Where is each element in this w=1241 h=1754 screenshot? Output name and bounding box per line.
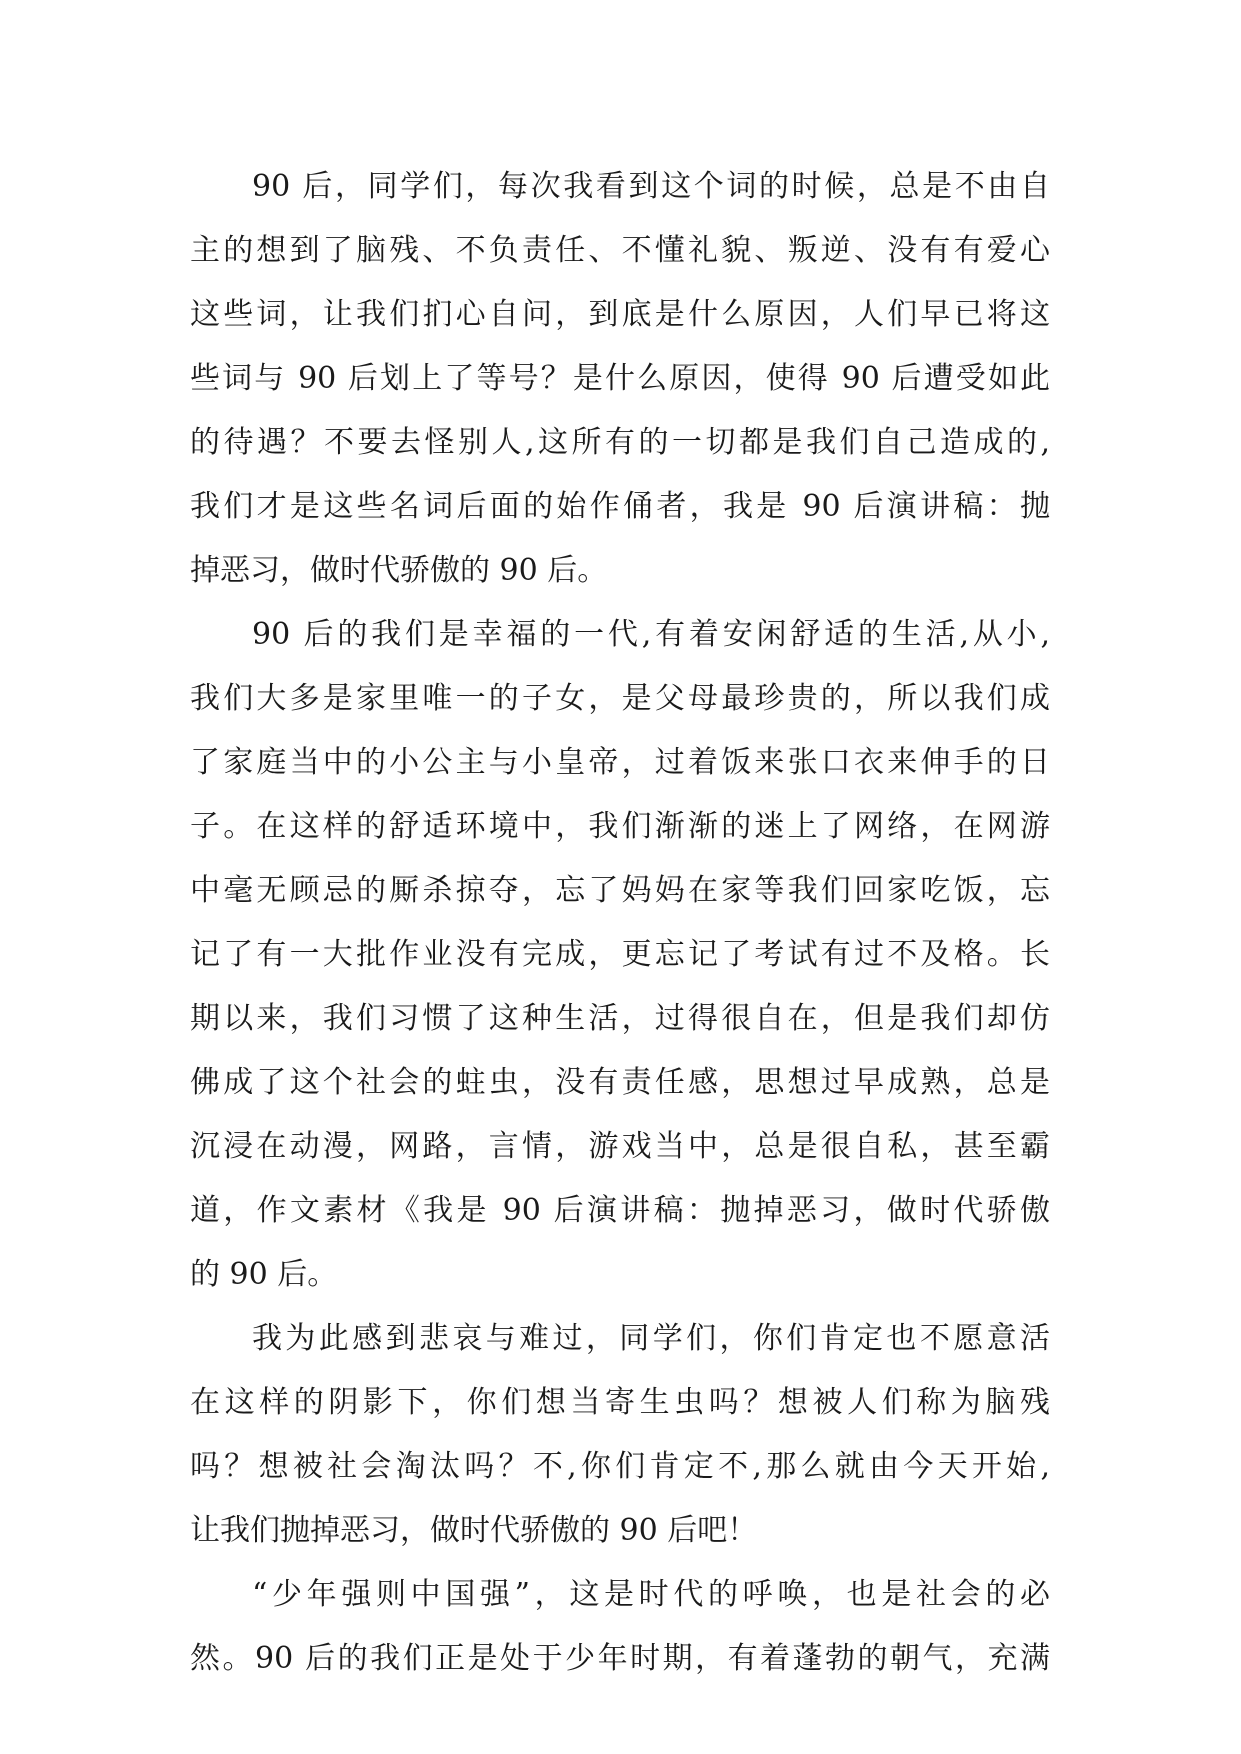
paragraph-2 (190, 603, 1050, 1307)
text-line: 佛成了这个社会的蛀虫，没有责任感，思想过早成熟，总是 (190, 1065, 1050, 1100)
text-line: 掉恶习，做时代骄傲的 90 后。 (190, 553, 608, 588)
text-line: 这些词，让我们扪心自问，到底是什么原因，人们早已将这 (190, 297, 1050, 332)
text-line: 然。90 后的我们正是处于少年时期，有着蓬勃的朝气，充满 (190, 1641, 1050, 1676)
text-line: “少年强则中国强”，这是时代的呼唤，也是社会的必 (252, 1577, 1050, 1612)
text-line: 记了有一大批作业没有完成，更忘记了考试有过不及格。长 (190, 937, 1050, 972)
text-line: 道，作文素材《我是 90 后演讲稿：抛掉恶习，做时代骄傲 (190, 1193, 1050, 1228)
paragraph-3 (190, 1307, 1050, 1563)
text-line: 中毫无顾忌的厮杀掠夺，忘了妈妈在家等我们回家吃饭，忘 (190, 873, 1050, 908)
text-line: 让我们抛掉恶习，做时代骄傲的 90 后吧！ (190, 1513, 758, 1548)
text-line: 了家庭当中的小公主与小皇帝，过着饭来张口衣来伸手的日 (190, 745, 1050, 780)
text-line: 的待遇？不要去怪别人,这所有的一切都是我们自己造成的, (190, 425, 1050, 460)
text-line: 子。在这样的舒适环境中，我们渐渐的迷上了网络，在网游 (190, 809, 1050, 844)
text-line: 些词与 90 后划上了等号？是什么原因，使得 90 后遭受如此 (190, 361, 1050, 396)
paragraph-4 (190, 1563, 1050, 1691)
text-line: 吗？想被社会淘汰吗？不,你们肯定不,那么就由今天开始, (190, 1449, 1050, 1484)
text-line: 主的想到了脑残、不负责任、不懂礼貌、叛逆、没有有爱心 (190, 233, 1050, 268)
text-line: 我为此感到悲哀与难过，同学们，你们肯定也不愿意活 (252, 1321, 1050, 1356)
text-line: 我们大多是家里唯一的子女，是父母最珍贵的，所以我们成 (190, 681, 1050, 716)
text-line: 90 后的我们是幸福的一代,有着安闲舒适的生活,从小, (252, 617, 1050, 652)
text-line: 期以来，我们习惯了这种生活，过得很自在，但是我们却仿 (190, 1001, 1050, 1036)
text-line: 在这样的阴影下，你们想当寄生虫吗？想被人们称为脑残 (190, 1385, 1050, 1420)
text-line: 的 90 后。 (190, 1257, 338, 1292)
paragraph-1 (190, 155, 1050, 603)
text-line: 沉浸在动漫，网路，言情，游戏当中，总是很自私，甚至霸 (190, 1129, 1050, 1164)
document-body (190, 155, 1050, 1691)
text-line: 90 后，同学们，每次我看到这个词的时候，总是不由自 (252, 169, 1050, 204)
text-line: 我们才是这些名词后面的始作俑者，我是 90 后演讲稿：抛 (190, 489, 1050, 524)
